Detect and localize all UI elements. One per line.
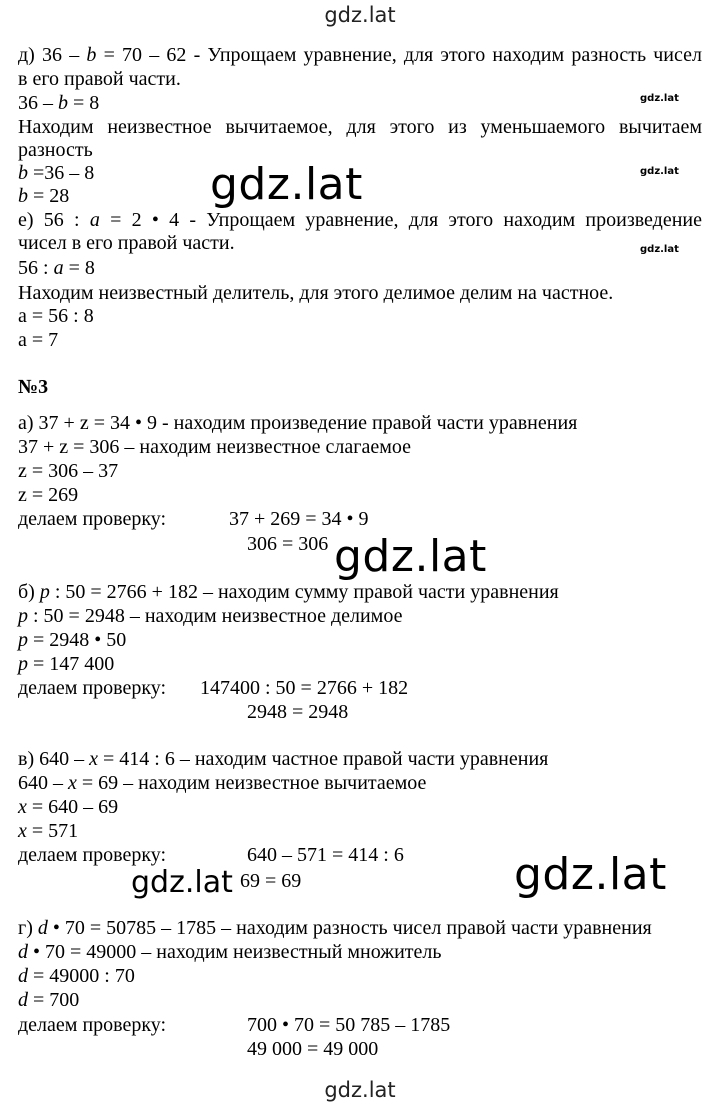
task-3a-line-4: z = 269 <box>18 484 79 506</box>
text: = 640 – 69 <box>26 796 119 818</box>
task-3g-check-label: делаем проверку: <box>18 1014 167 1036</box>
task-3v-line-2 <box>18 772 426 794</box>
site-footer: gdz.lat <box>324 1078 396 1102</box>
task-3a-check-label: делаем проверку: <box>18 508 167 530</box>
text: = 49000 : 70 <box>28 965 135 987</box>
variable: p <box>18 605 28 627</box>
task-3g-check-1: 700 • 70 = 50 785 – 1785 <box>247 1014 451 1036</box>
text: = 2 • 4 - Упрощаем уравнение, для этого находим произведение <box>99 209 703 231</box>
variable: x <box>68 772 77 794</box>
task-3g-check-2: 49 000 = 49 000 <box>247 1038 379 1060</box>
text: г) <box>18 917 38 939</box>
text: = 571 <box>26 820 79 842</box>
watermark: gdz.lat <box>334 531 487 582</box>
part-e-line-1 <box>18 209 702 231</box>
text: е) 56 : <box>18 209 90 231</box>
text: • 70 = 50785 – 1785 – находим разность чисел правой части уравнения <box>47 917 652 939</box>
text: = 8 <box>68 92 100 114</box>
task-3b-line-4 <box>18 653 114 675</box>
task-3v-line-3 <box>18 796 118 818</box>
variable: b <box>18 185 28 207</box>
task-3g-line-3 <box>18 965 135 987</box>
variable: p <box>39 581 50 603</box>
variable: x <box>18 820 27 842</box>
task-3b-check-label: делаем проверку: <box>18 677 167 699</box>
watermark: gdz.lat <box>640 244 679 255</box>
task-3g-line-1 <box>18 917 652 939</box>
variable: b <box>18 162 28 184</box>
part-d-line-1 <box>18 44 702 66</box>
task-3a-line-1: а) 37 + z = 34 • 9 - находим произведение правой части уравнения <box>18 412 578 434</box>
text: =36 – 8 <box>28 162 95 184</box>
task-3a-check-1: 37 + 269 = 34 • 9 <box>229 508 369 530</box>
task-3v-check-2: 69 = 69 <box>240 870 302 892</box>
task-3v-line-1 <box>18 748 548 770</box>
task-3b-line-2 <box>18 605 402 627</box>
variable: b <box>86 44 97 66</box>
text: = 8 <box>63 257 95 279</box>
task-3g-line-2 <box>18 941 442 963</box>
variable: b <box>58 92 68 114</box>
text: : 50 = 2766 + 182 – находим сумму правой части уравнения <box>49 581 559 603</box>
text: б) <box>18 581 40 603</box>
variable: p <box>18 629 28 651</box>
watermark: gdz.lat <box>210 159 363 210</box>
task-3v-check-1: 640 – 571 = 414 : 6 <box>247 844 404 866</box>
watermark: gdz.lat <box>514 849 667 900</box>
variable: d <box>37 917 48 939</box>
text: : 50 = 2948 – находим неизвестное делимое <box>28 605 403 627</box>
task-3b-check-1: 147400 : 50 = 2766 + 182 <box>200 677 409 699</box>
variable: a <box>53 257 64 279</box>
task-3b-line-1 <box>18 581 559 603</box>
part-e-line-5: a = 56 : 8 <box>18 305 94 327</box>
watermark: gdz.lat <box>640 166 679 177</box>
part-e-line-6: a = 7 <box>18 329 59 351</box>
text: = 147 400 <box>28 653 115 675</box>
part-d-line-5: разность <box>18 139 93 161</box>
variable: a <box>89 209 100 231</box>
text: 36 – <box>18 92 58 114</box>
part-d-line-7 <box>18 185 69 207</box>
task-3b-line-3 <box>18 629 126 651</box>
task-3a-check-2: 306 = 306 <box>247 533 329 555</box>
text: = 70 – 62 - Упрощаем уравнение, для этого находим разность чисел <box>96 44 702 66</box>
variable: x <box>18 796 27 818</box>
text: = 69 – находим неизвестное вычитаемое <box>76 772 427 794</box>
part-d-line-6 <box>18 162 94 184</box>
task-3a-line-3: z = 306 – 37 <box>18 460 119 482</box>
part-e-line-3 <box>18 257 95 279</box>
part-d-line-4: Находим неизвестное вычитаемое, для этого из уменьшаемого вычитаем <box>18 116 702 138</box>
variable: p <box>18 653 28 675</box>
text: 640 – <box>18 772 68 794</box>
watermark: gdz.lat <box>640 93 679 104</box>
task-3b-check-2: 2948 = 2948 <box>247 701 349 723</box>
watermark: gdz.lat <box>131 865 233 900</box>
part-d-line-2: в его правой части. <box>18 68 181 90</box>
task-3g-line-4 <box>18 989 79 1011</box>
variable: d <box>18 989 28 1011</box>
task-3v-check-label: делаем проверку: <box>18 844 167 866</box>
task-3a-line-2: 37 + z = 306 – находим неизвестное слагаемое <box>18 436 412 458</box>
text: = 700 <box>28 989 80 1011</box>
task-3v-line-4 <box>18 820 78 842</box>
text: • 70 = 49000 – находим неизвестный множитель <box>28 941 442 963</box>
variable: d <box>18 941 28 963</box>
variable: x <box>89 748 98 770</box>
text: = 28 <box>28 185 70 207</box>
part-e-line-2: чисел в его правой части. <box>18 232 235 254</box>
text: = 414 : 6 – находим частное правой части уравнения <box>98 748 549 770</box>
text: = 2948 • 50 <box>28 629 127 651</box>
task-3-heading: №3 <box>18 376 49 398</box>
site-header: gdz.lat <box>324 3 396 27</box>
text: д) 36 – <box>18 44 87 66</box>
part-d-line-3 <box>18 92 99 114</box>
text: 56 : <box>18 257 54 279</box>
part-e-line-4: Находим неизвестный делитель, для этого делимое делим на частное. <box>18 282 614 304</box>
variable: d <box>18 965 28 987</box>
text: в) 640 – <box>18 748 90 770</box>
